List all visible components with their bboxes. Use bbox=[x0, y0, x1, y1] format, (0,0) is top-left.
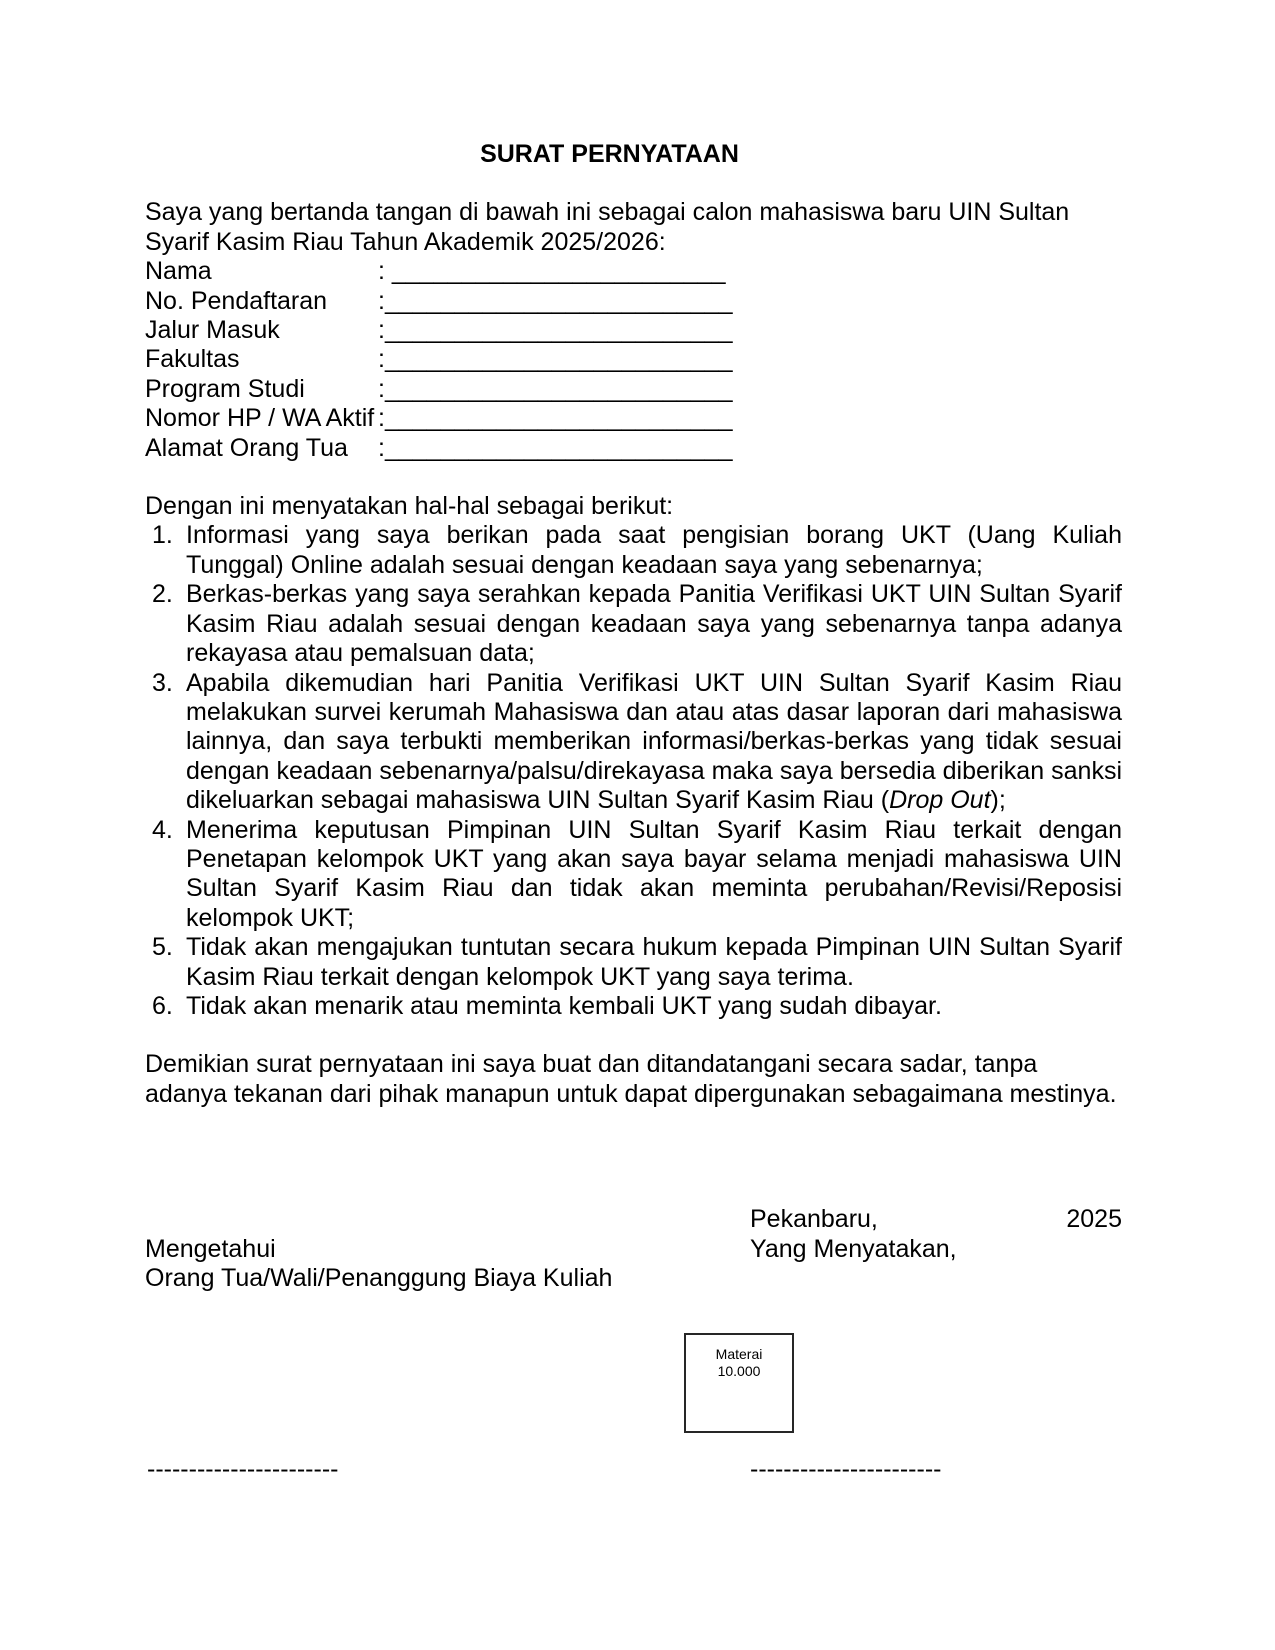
signature-left-spacer bbox=[145, 1205, 750, 1234]
field-list bbox=[145, 257, 1122, 463]
signature-right-date bbox=[750, 1205, 1122, 1234]
field-colon: : bbox=[378, 286, 385, 315]
document-content bbox=[145, 140, 1122, 1293]
statement-text-run: Berkas-berkas yang saya serahkan kepada Panitia Verifikasi UKT UIN Sultan Syarif Kasim Riau adalah sesuai dengan keadaan saya yang sebenarnya tanpa adanya rekayasa atau pemalsuan data; bbox=[186, 580, 1122, 668]
materai-stamp-box bbox=[684, 1333, 794, 1433]
statement-text bbox=[186, 933, 1122, 992]
field-blank-line: _________________________ bbox=[384, 316, 733, 345]
statement-text-run: Tidak akan menarik atau meminta kembali UKT yang sudah dibayar. bbox=[186, 991, 942, 1020]
statement-item bbox=[145, 521, 1122, 580]
field-row bbox=[145, 434, 1122, 463]
field-colon: : bbox=[378, 433, 385, 462]
statement-text-run: Apabila dikemudian hari Panitia Verifikasi UKT UIN Sultan Syarif Kasim Riau melakukan survei kerumah Mahasiswa dan atau atas dasar laporan dari mahasiswa lainnya, dan saya terbukti memberikan informasi/berkas-berkas yang tidak sesuai dengan keadaan sebenarnya/palsu/direkayasa maka saya bersedia diberikan sanksi dikeluarkan sebagai mahasiswa UIN Sultan Syarif Kasim Riau ( bbox=[186, 668, 1122, 815]
signature-row-titles bbox=[145, 1235, 1122, 1264]
statement-number: 5. bbox=[152, 933, 173, 962]
field-row bbox=[145, 316, 1122, 345]
closing-paragraph: Demikian surat pernyataan ini saya buat dan ditandatangani secara sadar, tanpa adanya tekanan dari pihak manapun untuk dapat dipergunakan sebagaimana mestinya. bbox=[145, 1050, 1117, 1108]
field-label: Jalur Masuk bbox=[145, 316, 280, 345]
materai-value: 10.000 bbox=[717, 1363, 761, 1379]
statement-number: 2. bbox=[152, 580, 173, 609]
statement-text-run: Menerima keputusan Pimpinan UIN Sultan Syarif Kasim Riau terkait dengan Penetapan kelompok UKT yang akan saya bayar selama menjadi mahasiswa UIN Sultan Syarif Kasim Riau dan tidak akan meminta perubahan/Revisi/Reposisi kelompok UKT; bbox=[186, 815, 1122, 932]
statement-text-run: Tidak akan mengajukan tuntutan secara hukum kepada Pimpinan UIN Sultan Syarif Kasim Riau terkait dengan kelompok UKT yang saya terima. bbox=[186, 933, 1122, 991]
statement-item bbox=[145, 580, 1122, 668]
statement-item bbox=[145, 933, 1122, 992]
field-label: Nomor HP / WA Aktif bbox=[145, 404, 375, 433]
field-blank-line: _________________________ bbox=[384, 433, 733, 462]
field-row bbox=[145, 287, 1122, 316]
field-blank-line: _________________________ bbox=[384, 374, 733, 403]
field-blank-line: _________________________ bbox=[384, 345, 733, 374]
field-blank-line: _________________________ bbox=[384, 404, 733, 433]
statement-number: 1. bbox=[152, 521, 173, 550]
statement-text bbox=[186, 580, 1122, 668]
statement-item bbox=[145, 816, 1122, 934]
field-row bbox=[145, 404, 1122, 433]
field-blank-line: _________________________ bbox=[384, 286, 733, 315]
statements-intro: Dengan ini menyatakan hal-hal sebagai berikut: bbox=[145, 492, 674, 521]
signature-line-right: ----------------------- bbox=[750, 1455, 942, 1483]
statement-text-run: ); bbox=[990, 786, 1006, 815]
signature-block bbox=[145, 1205, 1122, 1293]
statement-number: 6. bbox=[152, 991, 173, 1020]
field-colon: : bbox=[378, 374, 385, 403]
statement-text-run: Informasi yang saya berikan pada saat pengisian borang UKT (Uang Kuliah Tunggal) Online adalah sesuai dengan keadaan saya yang sebenarnya; bbox=[186, 521, 1122, 579]
signature-right-title bbox=[750, 1235, 1122, 1264]
field-label: No. Pendaftaran bbox=[145, 286, 328, 315]
signature-right-spacer bbox=[750, 1264, 1122, 1293]
field-row bbox=[145, 345, 1122, 374]
field-colon: : bbox=[378, 345, 385, 374]
signature-row-date bbox=[145, 1205, 1122, 1234]
signature-row-role bbox=[145, 1264, 1122, 1293]
field-row bbox=[145, 257, 1122, 286]
statement-item bbox=[145, 992, 1122, 1021]
materai-label: Materai bbox=[715, 1346, 763, 1362]
field-row bbox=[145, 375, 1122, 404]
signature-year: 2025 bbox=[1066, 1205, 1122, 1234]
signature-left-title: Mengetahui bbox=[145, 1234, 276, 1263]
field-label: Program Studi bbox=[145, 374, 305, 403]
intro-paragraph: Saya yang bertanda tangan di bawah ini sebagai calon mahasiswa baru UIN Sultan Syarif Kasim Riau Tahun Akademik 2025/2026: bbox=[145, 198, 1070, 256]
field-label: Nama bbox=[145, 257, 212, 286]
field-colon: : bbox=[378, 404, 385, 433]
statement-number: 4. bbox=[152, 815, 173, 844]
field-label: Alamat Orang Tua bbox=[145, 433, 348, 462]
field-colon: : bbox=[378, 257, 385, 286]
signature-place: Pekanbaru, bbox=[750, 1205, 878, 1234]
field-colon: : bbox=[378, 316, 385, 345]
signature-left-role: Orang Tua/Wali/Penanggung Biaya Kuliah bbox=[145, 1264, 613, 1292]
statement-text bbox=[186, 521, 1122, 580]
statement-number: 3. bbox=[152, 668, 173, 697]
page-title: SURAT PERNYATAAN bbox=[480, 140, 739, 168]
statement-list bbox=[145, 521, 1122, 1021]
signature-declarant-label: Yang Menyatakan, bbox=[750, 1234, 957, 1263]
signature-line-left: ----------------------- bbox=[147, 1455, 339, 1483]
field-blank-line: ________________________ bbox=[384, 257, 726, 286]
statement-text bbox=[186, 992, 1122, 1021]
statement-item bbox=[145, 669, 1122, 816]
statement-text bbox=[186, 669, 1122, 816]
field-label: Fakultas bbox=[145, 345, 240, 374]
statement-text bbox=[186, 816, 1122, 934]
statement-text-italic-run: Drop Out bbox=[889, 786, 991, 815]
